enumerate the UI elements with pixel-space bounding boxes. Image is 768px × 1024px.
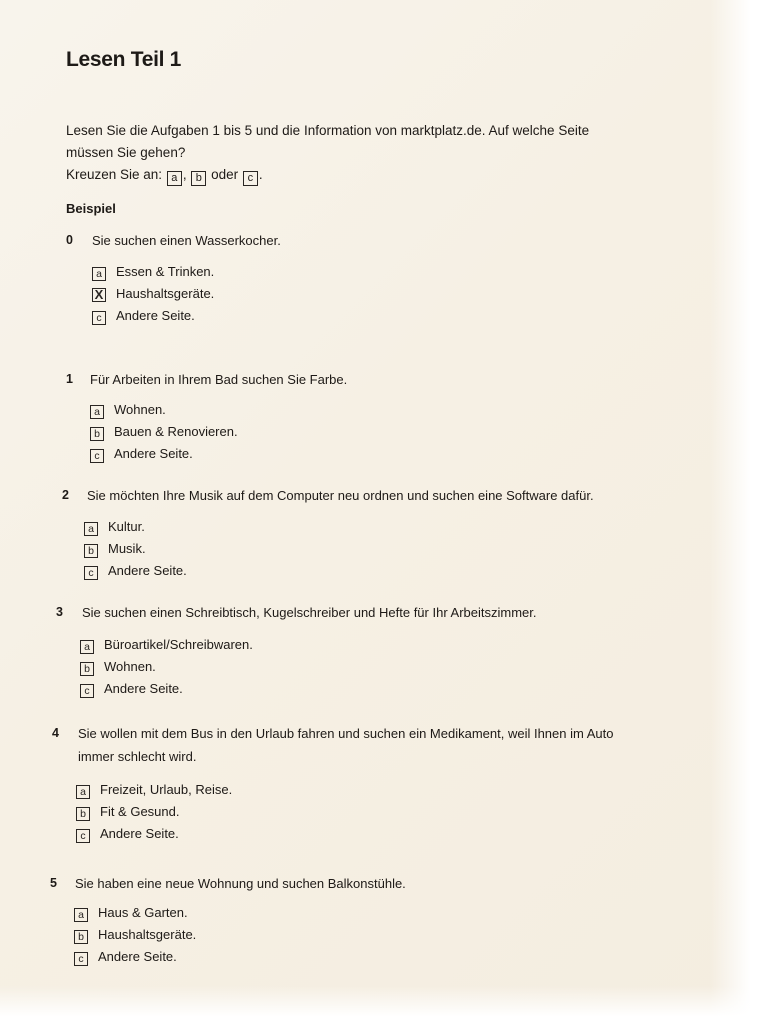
checkbox-c[interactable]: c — [74, 952, 88, 966]
option-label: Wohnen. — [114, 402, 166, 417]
task-question-line-2: immer schlecht wird. — [78, 749, 197, 764]
task-number: 0 — [66, 233, 73, 247]
option-a[interactable] — [92, 261, 214, 283]
option-a[interactable] — [80, 634, 253, 656]
checkbox-b[interactable]: b — [84, 544, 98, 558]
option-b[interactable] — [76, 801, 232, 823]
checkbox-a[interactable]: a — [76, 785, 90, 799]
option-b[interactable] — [74, 924, 196, 946]
checkbox-c[interactable]: c — [84, 566, 98, 580]
option-a[interactable] — [84, 516, 187, 538]
instructions — [66, 120, 686, 186]
option-label: Andere Seite. — [98, 949, 177, 964]
option-label: Kultur. — [108, 519, 145, 534]
checkbox-b[interactable]: b — [90, 427, 104, 441]
option-label: Haus & Garten. — [98, 905, 188, 920]
task-number: 2 — [62, 488, 69, 502]
option-c[interactable] — [84, 560, 187, 582]
task-number: 4 — [52, 726, 59, 740]
task-options — [92, 261, 214, 327]
page-edge-right — [710, 0, 768, 1024]
option-label: Haushaltsgeräte. — [116, 286, 215, 301]
option-label: Andere Seite. — [114, 446, 193, 461]
example-label: Beispiel — [66, 201, 116, 216]
checkbox-b[interactable]: b — [76, 807, 90, 821]
option-a[interactable] — [76, 779, 232, 801]
instructions-line-1: Lesen Sie die Aufgaben 1 bis 5 und die Information von marktplatz.de. Auf welche Seite — [66, 123, 590, 138]
task-number: 5 — [50, 876, 57, 890]
option-label: Andere Seite. — [104, 681, 183, 696]
checkbox-b-checked[interactable]: X — [92, 288, 106, 302]
option-a[interactable] — [90, 399, 238, 421]
task-question: Sie haben eine neue Wohnung und suchen Balkonstühle. — [75, 876, 406, 891]
checkbox-c[interactable]: c — [80, 684, 94, 698]
task-options — [76, 779, 232, 845]
option-b[interactable] — [84, 538, 187, 560]
checkbox-a[interactable]: a — [74, 908, 88, 922]
legend-box-b: b — [191, 171, 206, 186]
legend-box-a: a — [167, 171, 182, 186]
task-question: Sie möchten Ihre Musik auf dem Computer neu ordnen und suchen eine Software dafür. — [87, 488, 594, 503]
instructions-line-3 — [66, 164, 686, 186]
checkbox-c[interactable]: c — [92, 311, 106, 325]
instructions-line-2: müssen Sie gehen? — [66, 145, 186, 160]
checkbox-c[interactable]: c — [90, 449, 104, 463]
task-question: Für Arbeiten in Ihrem Bad suchen Sie Farbe. — [90, 372, 348, 387]
checkbox-b[interactable]: b — [74, 930, 88, 944]
checkbox-b[interactable]: b — [80, 662, 94, 676]
option-label: Andere Seite. — [116, 308, 195, 323]
option-label: Bauen & Renovieren. — [114, 424, 238, 439]
page-title: Lesen Teil 1 — [66, 48, 182, 71]
option-label: Andere Seite. — [100, 826, 179, 841]
checkbox-c[interactable]: c — [76, 829, 90, 843]
option-label: Musik. — [108, 541, 146, 556]
task-options — [74, 902, 196, 968]
option-label: Haushaltsgeräte. — [98, 927, 197, 942]
instructions-prefix: Kreuzen Sie an: — [66, 167, 163, 182]
checkbox-a[interactable]: a — [92, 267, 106, 281]
option-label: Büroartikel/Schreibwaren. — [104, 637, 253, 652]
checkbox-a[interactable]: a — [90, 405, 104, 419]
task-question: Sie suchen einen Schreibtisch, Kugelschreiber und Hefte für Ihr Arbeitszimmer. — [82, 605, 537, 620]
option-c[interactable] — [76, 823, 232, 845]
task-options — [80, 634, 253, 700]
option-label: Fit & Gesund. — [100, 804, 180, 819]
option-label: Freizeit, Urlaub, Reise. — [100, 782, 233, 797]
task-question-line-1: Sie wollen mit dem Bus in den Urlaub fahren und suchen ein Medikament, weil Ihnen im Auto — [78, 726, 614, 741]
option-a[interactable] — [74, 902, 196, 924]
legend-oder: oder — [211, 167, 239, 182]
option-b[interactable] — [90, 421, 238, 443]
option-label: Wohnen. — [104, 659, 156, 674]
option-c[interactable] — [90, 443, 238, 465]
option-c[interactable] — [74, 946, 196, 968]
task-options — [84, 516, 187, 582]
option-c[interactable] — [80, 678, 253, 700]
option-label: Andere Seite. — [108, 563, 187, 578]
option-b[interactable] — [92, 283, 214, 305]
task-question: Sie suchen einen Wasserkocher. — [92, 233, 281, 248]
page-edge-bottom — [0, 986, 768, 1024]
task-options — [90, 399, 238, 465]
checkbox-a[interactable]: a — [80, 640, 94, 654]
legend-end: . — [258, 167, 263, 182]
task-number: 3 — [56, 605, 63, 619]
legend-separator: , — [182, 167, 187, 182]
option-c[interactable] — [92, 305, 214, 327]
option-b[interactable] — [80, 656, 253, 678]
checkbox-a[interactable]: a — [84, 522, 98, 536]
option-label: Essen & Trinken. — [116, 264, 215, 279]
task-number: 1 — [66, 372, 73, 386]
legend-box-c: c — [243, 171, 258, 186]
task-question — [78, 722, 718, 768]
